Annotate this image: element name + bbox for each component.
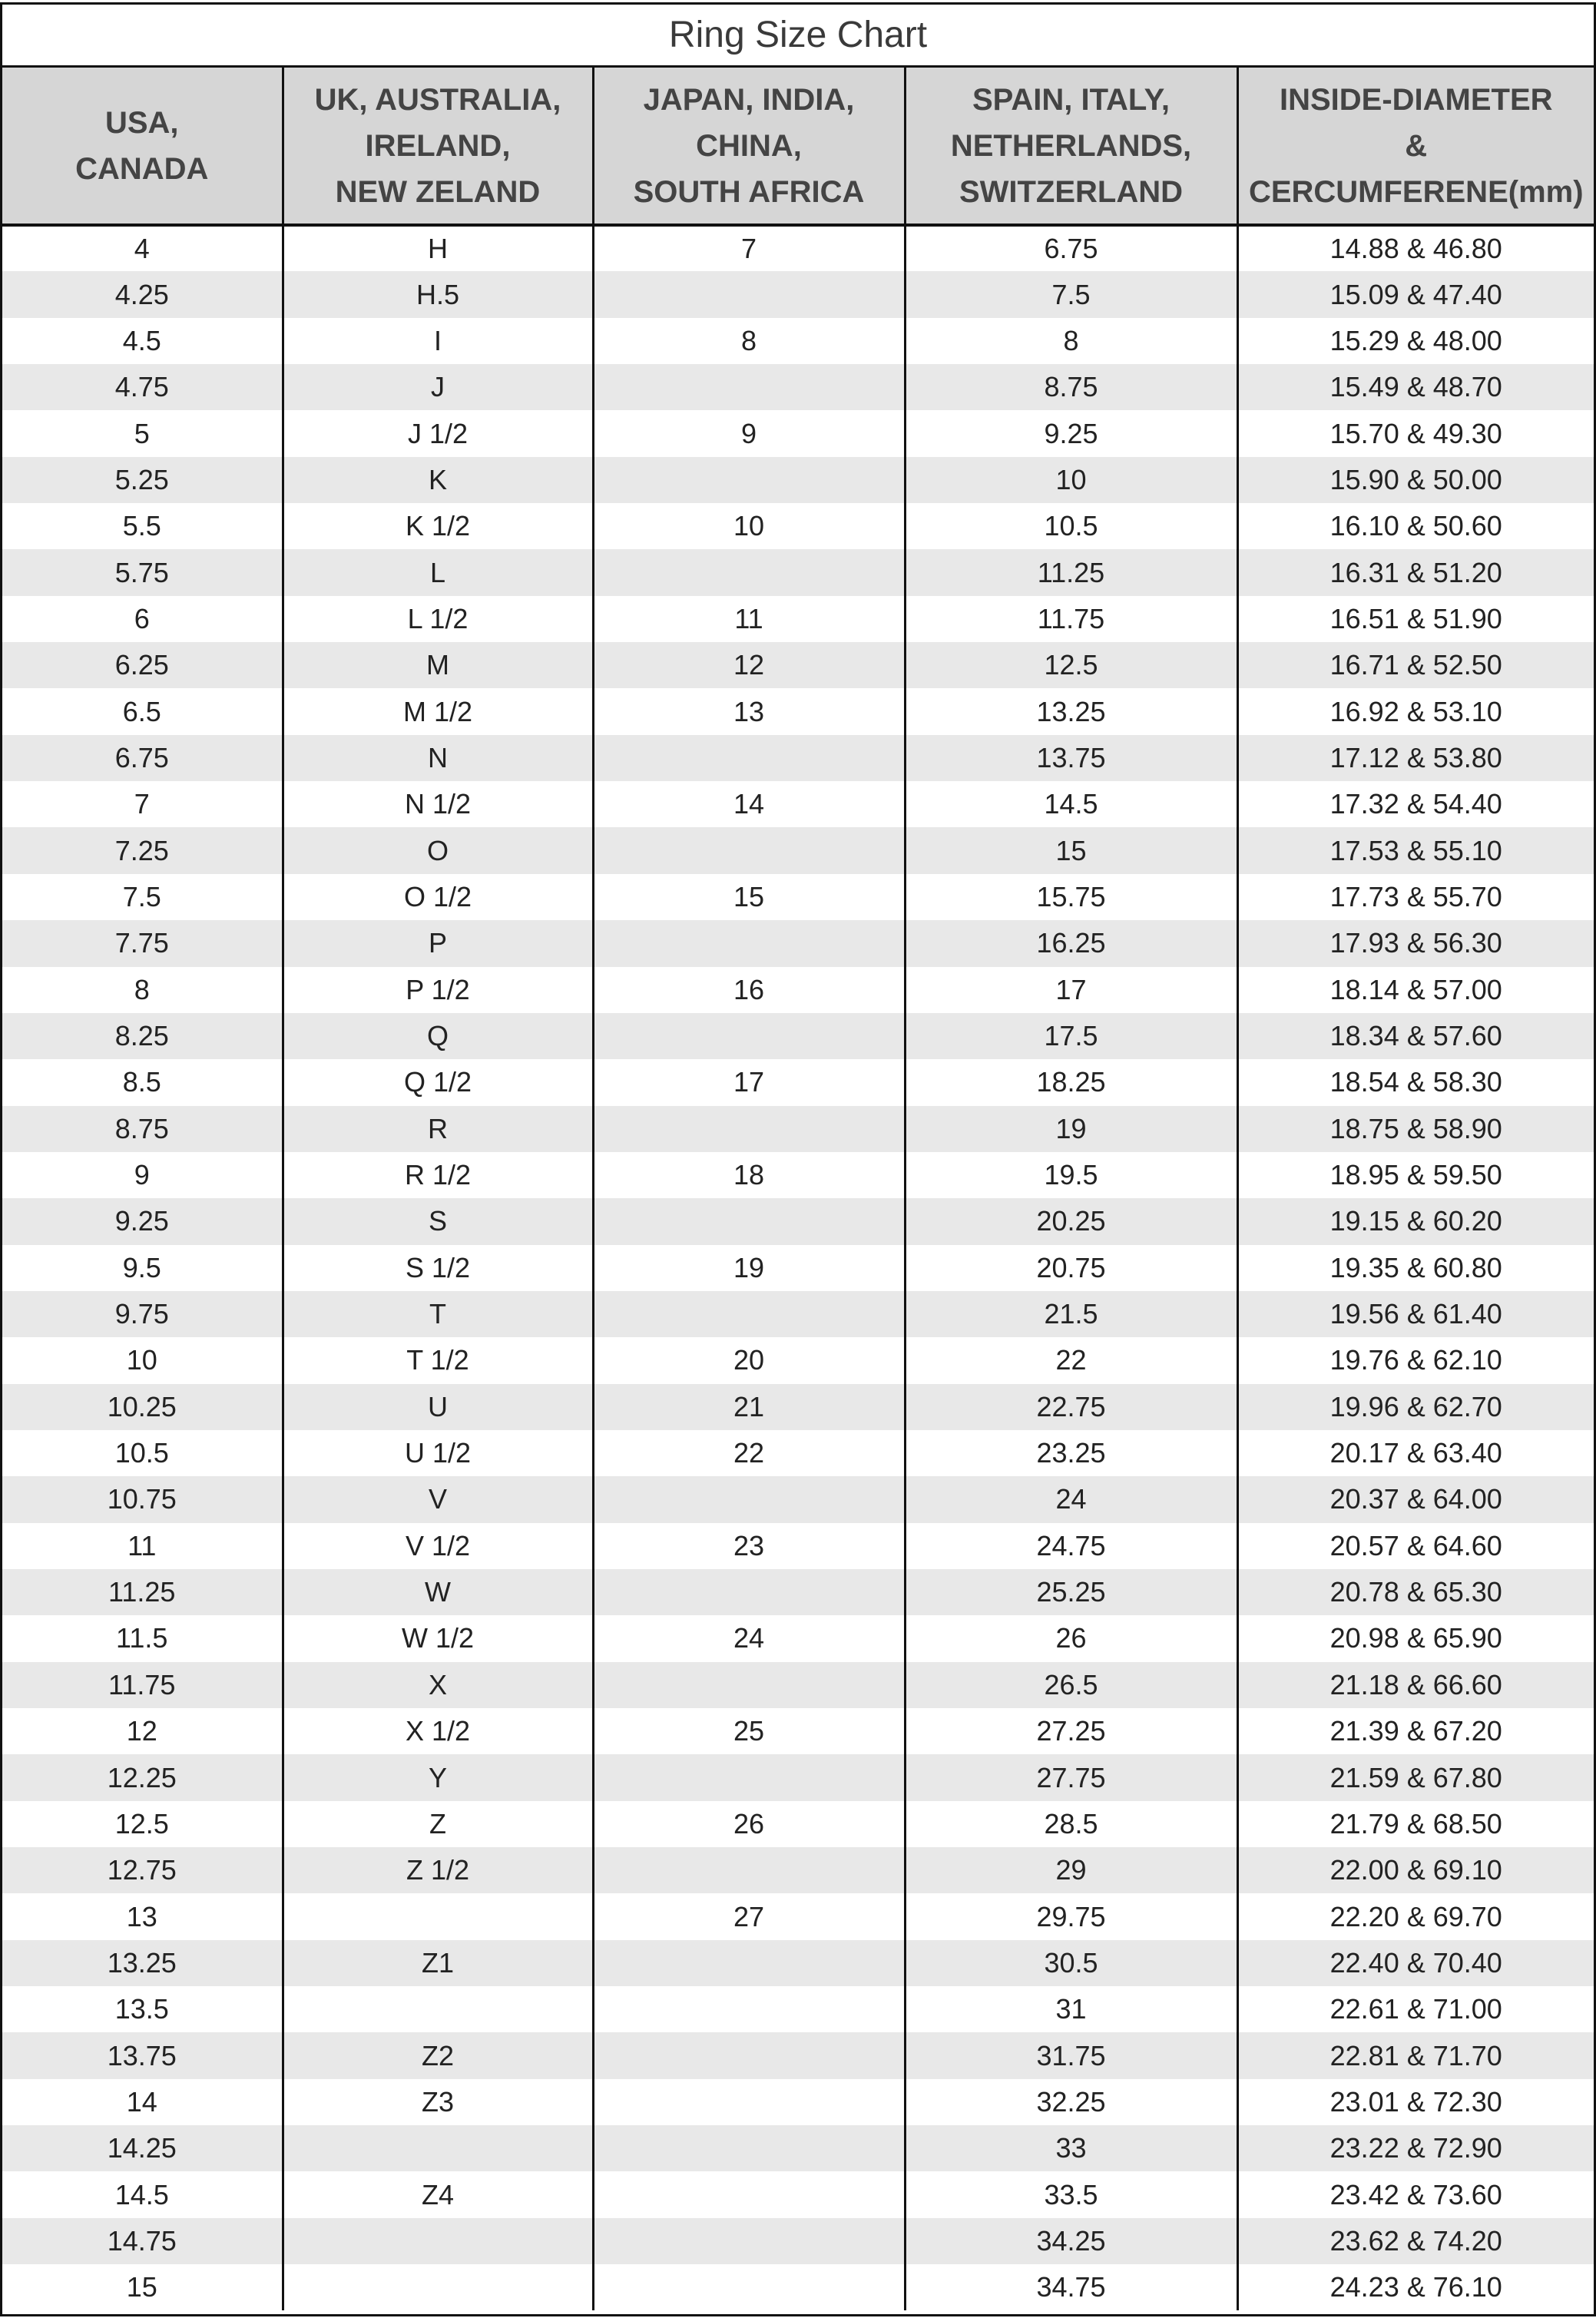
- cell-diameter-circumference: 23.62 & 74.20: [1237, 2218, 1594, 2264]
- header-line: NETHERLANDS,: [950, 128, 1192, 163]
- cell-spain-italy: 11.75: [905, 596, 1237, 642]
- table-row: [2, 735, 1594, 781]
- table-row: [2, 1615, 1594, 1661]
- cell-uk-australia: Z: [283, 1801, 593, 1847]
- cell-uk-australia: [283, 1893, 593, 1939]
- cell-spain-italy: 33: [905, 2125, 1237, 2171]
- cell-uk-australia: Q: [283, 1013, 593, 1059]
- cell-spain-italy: 19: [905, 1106, 1237, 1152]
- table-row: [2, 1523, 1594, 1569]
- table-row: [2, 318, 1594, 364]
- cell-japan-india: [593, 1291, 905, 1337]
- header-line: CHINA,: [696, 128, 802, 163]
- cell-usa-canada: 11.25: [2, 1569, 283, 1615]
- cell-spain-italy: 29: [905, 1847, 1237, 1893]
- cell-usa-canada: 7.75: [2, 920, 283, 966]
- cell-diameter-circumference: 24.23 & 76.10: [1237, 2264, 1594, 2310]
- cell-uk-australia: M 1/2: [283, 688, 593, 734]
- table-row: [2, 642, 1594, 688]
- cell-japan-india: [593, 2264, 905, 2310]
- cell-spain-italy: 13.75: [905, 735, 1237, 781]
- table-header: [2, 68, 1594, 225]
- cell-diameter-circumference: 19.15 & 60.20: [1237, 1198, 1594, 1244]
- cell-japan-india: 17: [593, 1059, 905, 1105]
- table-row: [2, 1430, 1594, 1476]
- cell-diameter-circumference: 19.76 & 62.10: [1237, 1337, 1594, 1383]
- cell-japan-india: 22: [593, 1430, 905, 1476]
- cell-japan-india: 19: [593, 1245, 905, 1291]
- header-line: SOUTH AFRICA: [633, 174, 865, 209]
- cell-japan-india: 24: [593, 1615, 905, 1661]
- cell-japan-india: [593, 735, 905, 781]
- cell-uk-australia: W: [283, 1569, 593, 1615]
- cell-diameter-circumference: 21.18 & 66.60: [1237, 1662, 1594, 1708]
- table-row: [2, 1801, 1594, 1847]
- cell-spain-italy: 12.5: [905, 642, 1237, 688]
- cell-uk-australia: O: [283, 827, 593, 873]
- cell-diameter-circumference: 15.09 & 47.40: [1237, 271, 1594, 317]
- cell-usa-canada: 14.25: [2, 2125, 283, 2171]
- cell-diameter-circumference: 16.51 & 51.90: [1237, 596, 1594, 642]
- header-line: &: [1405, 128, 1428, 163]
- cell-uk-australia: [283, 1986, 593, 2032]
- cell-diameter-circumference: 17.93 & 56.30: [1237, 920, 1594, 966]
- table-row: [2, 1384, 1594, 1430]
- table-row: [2, 503, 1594, 549]
- cell-japan-india: [593, 1013, 905, 1059]
- cell-spain-italy: 11.25: [905, 549, 1237, 595]
- cell-spain-italy: 29.75: [905, 1893, 1237, 1939]
- cell-japan-india: 27: [593, 1893, 905, 1939]
- cell-diameter-circumference: 20.78 & 65.30: [1237, 1569, 1594, 1615]
- cell-uk-australia: I: [283, 318, 593, 364]
- cell-uk-australia: [283, 2218, 593, 2264]
- cell-uk-australia: K 1/2: [283, 503, 593, 549]
- cell-spain-italy: 7.5: [905, 271, 1237, 317]
- cell-uk-australia: H: [283, 225, 593, 271]
- cell-uk-australia: Z3: [283, 2079, 593, 2125]
- cell-uk-australia: J 1/2: [283, 410, 593, 456]
- header-line: UK, AUSTRALIA,: [314, 82, 561, 117]
- table-row: [2, 1106, 1594, 1152]
- cell-spain-italy: 34.75: [905, 2264, 1237, 2310]
- cell-spain-italy: 22.75: [905, 1384, 1237, 1430]
- cell-uk-australia: X 1/2: [283, 1708, 593, 1754]
- cell-uk-australia: R 1/2: [283, 1152, 593, 1198]
- cell-usa-canada: 10.5: [2, 1430, 283, 1476]
- ring-size-chart: [0, 2, 1596, 2316]
- cell-usa-canada: 7: [2, 781, 283, 827]
- table-row: [2, 1245, 1594, 1291]
- cell-uk-australia: P: [283, 920, 593, 966]
- cell-japan-india: 26: [593, 1801, 905, 1847]
- cell-uk-australia: V: [283, 1476, 593, 1522]
- cell-uk-australia: X: [283, 1662, 593, 1708]
- cell-diameter-circumference: 23.01 & 72.30: [1237, 2079, 1594, 2125]
- cell-diameter-circumference: 22.00 & 69.10: [1237, 1847, 1594, 1893]
- cell-japan-india: [593, 2218, 905, 2264]
- cell-usa-canada: 5.75: [2, 549, 283, 595]
- cell-diameter-circumference: 14.88 & 46.80: [1237, 225, 1594, 271]
- cell-diameter-circumference: 18.95 & 59.50: [1237, 1152, 1594, 1198]
- cell-usa-canada: 11.5: [2, 1615, 283, 1661]
- cell-usa-canada: 5: [2, 410, 283, 456]
- cell-uk-australia: O 1/2: [283, 874, 593, 920]
- cell-spain-italy: 31: [905, 1986, 1237, 2032]
- header-row: [2, 68, 1594, 225]
- table-row: [2, 827, 1594, 873]
- cell-usa-canada: 5.25: [2, 457, 283, 503]
- cell-spain-italy: 9.25: [905, 410, 1237, 456]
- cell-japan-india: 20: [593, 1337, 905, 1383]
- cell-diameter-circumference: 20.57 & 64.60: [1237, 1523, 1594, 1569]
- cell-japan-india: 23: [593, 1523, 905, 1569]
- cell-diameter-circumference: 20.17 & 63.40: [1237, 1430, 1594, 1476]
- cell-diameter-circumference: 17.12 & 53.80: [1237, 735, 1594, 781]
- table-row: [2, 2218, 1594, 2264]
- cell-japan-india: [593, 1662, 905, 1708]
- header-line: IRELAND,: [365, 128, 511, 163]
- header-line: USA,: [104, 105, 179, 140]
- cell-usa-canada: 4: [2, 225, 283, 271]
- table-row: [2, 1847, 1594, 1893]
- cell-spain-italy: 31.75: [905, 2032, 1237, 2078]
- cell-uk-australia: J: [283, 364, 593, 410]
- cell-uk-australia: Z2: [283, 2032, 593, 2078]
- cell-spain-italy: 26.5: [905, 1662, 1237, 1708]
- table-row: [2, 781, 1594, 827]
- header-line: SWITZERLAND: [959, 174, 1184, 209]
- cell-usa-canada: 13.25: [2, 1940, 283, 1986]
- cell-japan-india: [593, 1940, 905, 1986]
- header-line: NEW ZELAND: [335, 174, 541, 209]
- cell-spain-italy: 25.25: [905, 1569, 1237, 1615]
- cell-uk-australia: Z 1/2: [283, 1847, 593, 1893]
- cell-japan-india: [593, 1754, 905, 1800]
- table-row: [2, 549, 1594, 595]
- cell-spain-italy: 16.25: [905, 920, 1237, 966]
- cell-japan-india: 8: [593, 318, 905, 364]
- chart-title: Ring Size Chart: [2, 5, 1594, 68]
- cell-usa-canada: 9.5: [2, 1245, 283, 1291]
- cell-spain-italy: 28.5: [905, 1801, 1237, 1847]
- cell-diameter-circumference: 19.56 & 61.40: [1237, 1291, 1594, 1337]
- cell-diameter-circumference: 18.34 & 57.60: [1237, 1013, 1594, 1059]
- cell-uk-australia: U: [283, 1384, 593, 1430]
- cell-uk-australia: S: [283, 1198, 593, 1244]
- table-row: [2, 1291, 1594, 1337]
- cell-japan-india: 11: [593, 596, 905, 642]
- cell-diameter-circumference: 16.92 & 53.10: [1237, 688, 1594, 734]
- cell-usa-canada: 4.75: [2, 364, 283, 410]
- cell-usa-canada: 7.25: [2, 827, 283, 873]
- table-row: [2, 688, 1594, 734]
- cell-japan-india: 12: [593, 642, 905, 688]
- cell-usa-canada: 10: [2, 1337, 283, 1383]
- cell-diameter-circumference: 18.54 & 58.30: [1237, 1059, 1594, 1105]
- cell-uk-australia: S 1/2: [283, 1245, 593, 1291]
- cell-uk-australia: L 1/2: [283, 596, 593, 642]
- table-row: [2, 967, 1594, 1013]
- cell-spain-italy: 10.5: [905, 503, 1237, 549]
- cell-spain-italy: 17: [905, 967, 1237, 1013]
- cell-usa-canada: 12: [2, 1708, 283, 1754]
- cell-usa-canada: 4.5: [2, 318, 283, 364]
- ring-size-table: [2, 68, 1594, 2310]
- table-row: [2, 1013, 1594, 1059]
- cell-diameter-circumference: 17.53 & 55.10: [1237, 827, 1594, 873]
- cell-diameter-circumference: 15.49 & 48.70: [1237, 364, 1594, 410]
- cell-spain-italy: 26: [905, 1615, 1237, 1661]
- cell-japan-india: [593, 2171, 905, 2217]
- table-row: [2, 1662, 1594, 1708]
- table-row: [2, 364, 1594, 410]
- cell-diameter-circumference: 19.96 & 62.70: [1237, 1384, 1594, 1430]
- cell-japan-india: 13: [593, 688, 905, 734]
- table-row: [2, 2125, 1594, 2171]
- cell-uk-australia: [283, 2264, 593, 2310]
- cell-uk-australia: H.5: [283, 271, 593, 317]
- cell-uk-australia: N: [283, 735, 593, 781]
- cell-japan-india: 14: [593, 781, 905, 827]
- cell-spain-italy: 20.25: [905, 1198, 1237, 1244]
- cell-spain-italy: 34.25: [905, 2218, 1237, 2264]
- cell-japan-india: [593, 2032, 905, 2078]
- cell-japan-india: 9: [593, 410, 905, 456]
- cell-japan-india: 7: [593, 225, 905, 271]
- cell-spain-italy: 24: [905, 1476, 1237, 1522]
- table-row: [2, 596, 1594, 642]
- header-uk-australia: [283, 68, 593, 225]
- cell-uk-australia: K: [283, 457, 593, 503]
- cell-diameter-circumference: 19.35 & 60.80: [1237, 1245, 1594, 1291]
- cell-japan-india: [593, 549, 905, 595]
- cell-japan-india: [593, 2125, 905, 2171]
- cell-spain-italy: 8: [905, 318, 1237, 364]
- header-spain-italy: [905, 68, 1237, 225]
- cell-usa-canada: 14: [2, 2079, 283, 2125]
- cell-diameter-circumference: 16.31 & 51.20: [1237, 549, 1594, 595]
- cell-usa-canada: 13.5: [2, 1986, 283, 2032]
- table-row: [2, 1893, 1594, 1939]
- table-row: [2, 1059, 1594, 1105]
- cell-usa-canada: 14.5: [2, 2171, 283, 2217]
- cell-spain-italy: 21.5: [905, 1291, 1237, 1337]
- cell-uk-australia: N 1/2: [283, 781, 593, 827]
- cell-uk-australia: L: [283, 549, 593, 595]
- cell-japan-india: [593, 271, 905, 317]
- cell-spain-italy: 10: [905, 457, 1237, 503]
- cell-usa-canada: 15: [2, 2264, 283, 2310]
- cell-uk-australia: M: [283, 642, 593, 688]
- cell-spain-italy: 33.5: [905, 2171, 1237, 2217]
- cell-spain-italy: 30.5: [905, 1940, 1237, 1986]
- cell-usa-canada: 9.25: [2, 1198, 283, 1244]
- cell-uk-australia: Y: [283, 1754, 593, 1800]
- cell-japan-india: [593, 920, 905, 966]
- cell-spain-italy: 6.75: [905, 225, 1237, 271]
- cell-diameter-circumference: 17.32 & 54.40: [1237, 781, 1594, 827]
- cell-usa-canada: 5.5: [2, 503, 283, 549]
- cell-spain-italy: 22: [905, 1337, 1237, 1383]
- table-row: [2, 1569, 1594, 1615]
- header-inside-diameter: [1237, 68, 1594, 225]
- cell-spain-italy: 23.25: [905, 1430, 1237, 1476]
- cell-spain-italy: 17.5: [905, 1013, 1237, 1059]
- cell-diameter-circumference: 21.79 & 68.50: [1237, 1801, 1594, 1847]
- cell-spain-italy: 15: [905, 827, 1237, 873]
- cell-japan-india: 15: [593, 874, 905, 920]
- cell-diameter-circumference: 16.71 & 52.50: [1237, 642, 1594, 688]
- cell-japan-india: 21: [593, 1384, 905, 1430]
- cell-diameter-circumference: 16.10 & 50.60: [1237, 503, 1594, 549]
- cell-uk-australia: U 1/2: [283, 1430, 593, 1476]
- table-row: [2, 225, 1594, 271]
- header-line: CANADA: [75, 151, 209, 186]
- cell-spain-italy: 32.25: [905, 2079, 1237, 2125]
- cell-japan-india: [593, 1476, 905, 1522]
- cell-usa-canada: 8.25: [2, 1013, 283, 1059]
- cell-usa-canada: 6.75: [2, 735, 283, 781]
- cell-diameter-circumference: 23.22 & 72.90: [1237, 2125, 1594, 2171]
- table-row: [2, 2171, 1594, 2217]
- table-row: [2, 1198, 1594, 1244]
- cell-uk-australia: Q 1/2: [283, 1059, 593, 1105]
- cell-uk-australia: Z4: [283, 2171, 593, 2217]
- table-row: [2, 2264, 1594, 2310]
- table-row: [2, 271, 1594, 317]
- cell-usa-canada: 6.5: [2, 688, 283, 734]
- cell-usa-canada: 4.25: [2, 271, 283, 317]
- cell-japan-india: [593, 1847, 905, 1893]
- cell-diameter-circumference: 18.14 & 57.00: [1237, 967, 1594, 1013]
- cell-spain-italy: 27.25: [905, 1708, 1237, 1754]
- cell-spain-italy: 13.25: [905, 688, 1237, 734]
- header-line: CERCUMFERENE(mm): [1248, 174, 1584, 209]
- cell-japan-india: 16: [593, 967, 905, 1013]
- cell-spain-italy: 14.5: [905, 781, 1237, 827]
- table-row: [2, 1708, 1594, 1754]
- cell-japan-india: 18: [593, 1152, 905, 1198]
- header-line: INSIDE-DIAMETER: [1279, 82, 1553, 117]
- cell-usa-canada: 11: [2, 1523, 283, 1569]
- cell-diameter-circumference: 17.73 & 55.70: [1237, 874, 1594, 920]
- header-japan-india: [593, 68, 905, 225]
- cell-usa-canada: 6.25: [2, 642, 283, 688]
- cell-japan-india: [593, 364, 905, 410]
- cell-uk-australia: W 1/2: [283, 1615, 593, 1661]
- cell-japan-india: 25: [593, 1708, 905, 1754]
- cell-japan-india: [593, 1198, 905, 1244]
- table-body: [2, 225, 1594, 2310]
- cell-diameter-circumference: 22.40 & 70.40: [1237, 1940, 1594, 1986]
- cell-usa-canada: 6: [2, 596, 283, 642]
- cell-uk-australia: Z1: [283, 1940, 593, 1986]
- cell-usa-canada: 12.5: [2, 1801, 283, 1847]
- table-row: [2, 1986, 1594, 2032]
- cell-diameter-circumference: 20.37 & 64.00: [1237, 1476, 1594, 1522]
- cell-spain-italy: 19.5: [905, 1152, 1237, 1198]
- cell-diameter-circumference: 22.81 & 71.70: [1237, 2032, 1594, 2078]
- table-row: [2, 410, 1594, 456]
- cell-usa-canada: 9: [2, 1152, 283, 1198]
- cell-diameter-circumference: 15.90 & 50.00: [1237, 457, 1594, 503]
- cell-usa-canada: 10.75: [2, 1476, 283, 1522]
- cell-diameter-circumference: 21.39 & 67.20: [1237, 1708, 1594, 1754]
- cell-usa-canada: 13: [2, 1893, 283, 1939]
- table-row: [2, 874, 1594, 920]
- cell-usa-canada: 14.75: [2, 2218, 283, 2264]
- cell-uk-australia: [283, 2125, 593, 2171]
- cell-japan-india: [593, 1106, 905, 1152]
- table-row: [2, 1476, 1594, 1522]
- cell-usa-canada: 9.75: [2, 1291, 283, 1337]
- cell-usa-canada: 8.75: [2, 1106, 283, 1152]
- cell-usa-canada: 8.5: [2, 1059, 283, 1105]
- cell-japan-india: 10: [593, 503, 905, 549]
- table-row: [2, 1940, 1594, 1986]
- cell-usa-canada: 7.5: [2, 874, 283, 920]
- cell-spain-italy: 27.75: [905, 1754, 1237, 1800]
- cell-diameter-circumference: 22.61 & 71.00: [1237, 1986, 1594, 2032]
- table-row: [2, 2032, 1594, 2078]
- cell-diameter-circumference: 23.42 & 73.60: [1237, 2171, 1594, 2217]
- cell-japan-india: [593, 1986, 905, 2032]
- cell-usa-canada: 10.25: [2, 1384, 283, 1430]
- cell-uk-australia: T: [283, 1291, 593, 1337]
- cell-japan-india: [593, 457, 905, 503]
- cell-diameter-circumference: 21.59 & 67.80: [1237, 1754, 1594, 1800]
- cell-japan-india: [593, 2079, 905, 2125]
- cell-uk-australia: V 1/2: [283, 1523, 593, 1569]
- cell-diameter-circumference: 15.70 & 49.30: [1237, 410, 1594, 456]
- table-row: [2, 920, 1594, 966]
- cell-spain-italy: 20.75: [905, 1245, 1237, 1291]
- cell-usa-canada: 11.75: [2, 1662, 283, 1708]
- cell-diameter-circumference: 20.98 & 65.90: [1237, 1615, 1594, 1661]
- table-row: [2, 1337, 1594, 1383]
- header-line: SPAIN, ITALY,: [972, 82, 1171, 117]
- cell-usa-canada: 8: [2, 967, 283, 1013]
- cell-uk-australia: R: [283, 1106, 593, 1152]
- table-row: [2, 2079, 1594, 2125]
- cell-usa-canada: 12.25: [2, 1754, 283, 1800]
- table-row: [2, 1152, 1594, 1198]
- table-row: [2, 1754, 1594, 1800]
- table-row: [2, 457, 1594, 503]
- cell-diameter-circumference: 15.29 & 48.00: [1237, 318, 1594, 364]
- cell-japan-india: [593, 1569, 905, 1615]
- cell-uk-australia: T 1/2: [283, 1337, 593, 1383]
- cell-uk-australia: P 1/2: [283, 967, 593, 1013]
- cell-diameter-circumference: 18.75 & 58.90: [1237, 1106, 1594, 1152]
- header-line: JAPAN, INDIA,: [643, 82, 855, 117]
- cell-spain-italy: 8.75: [905, 364, 1237, 410]
- header-usa-canada: [2, 68, 283, 225]
- cell-spain-italy: 18.25: [905, 1059, 1237, 1105]
- cell-diameter-circumference: 22.20 & 69.70: [1237, 1893, 1594, 1939]
- cell-spain-italy: 24.75: [905, 1523, 1237, 1569]
- cell-usa-canada: 13.75: [2, 2032, 283, 2078]
- cell-usa-canada: 12.75: [2, 1847, 283, 1893]
- cell-japan-india: [593, 827, 905, 873]
- cell-spain-italy: 15.75: [905, 874, 1237, 920]
